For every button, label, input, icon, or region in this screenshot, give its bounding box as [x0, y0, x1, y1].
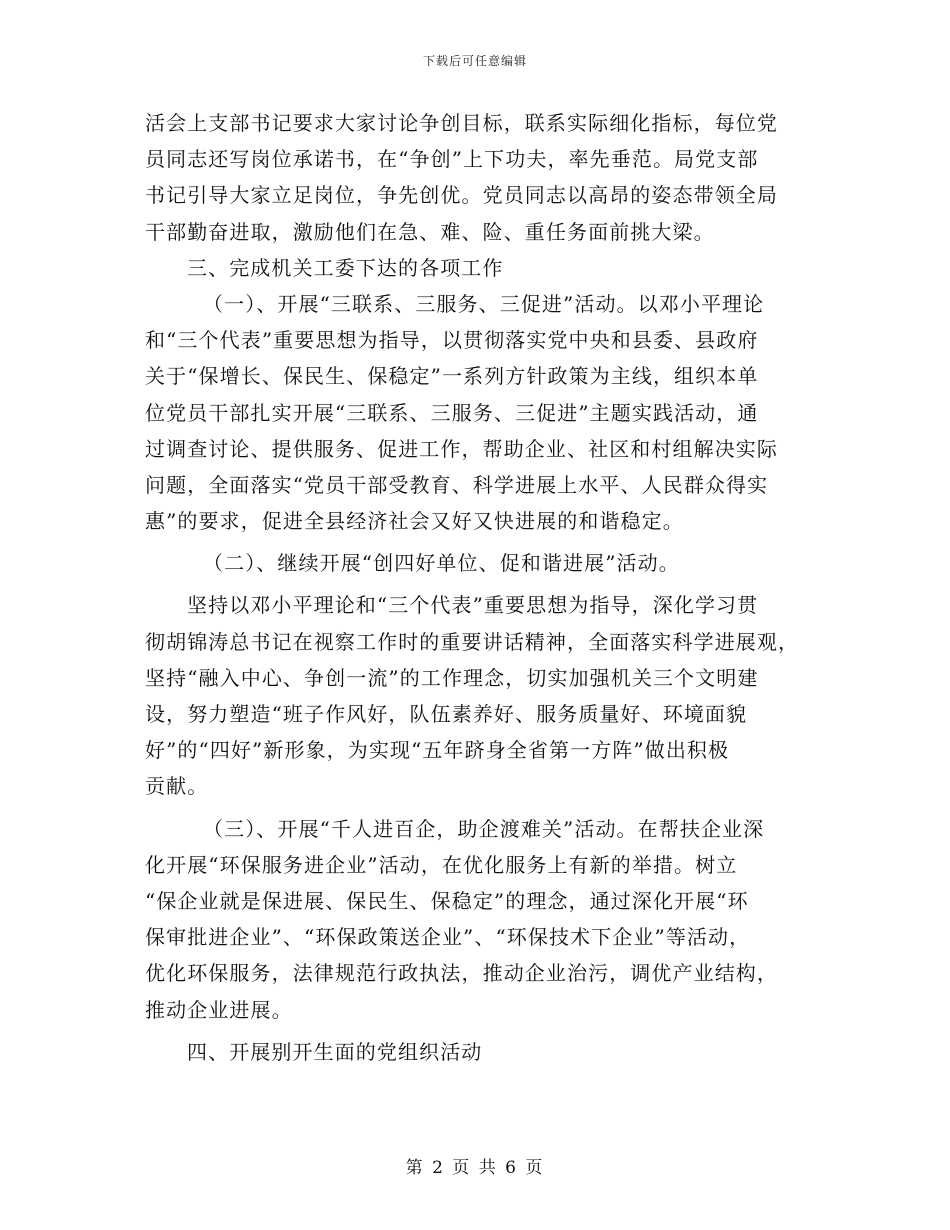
section-heading: 三、完成机关工委下达的各项工作: [187, 255, 504, 280]
subsection-heading: （二）、继续开展“创四好单位、促和谐进展”活动。: [203, 551, 680, 576]
paragraph-line: 保审批进企业”、“环保政策送企业”、“环保技术下企业”等活动，: [145, 925, 751, 950]
paragraph-line: 化开展“环保服务进企业”活动，在优化服务上有新的举措。树立: [145, 852, 738, 877]
paragraph-line: 书记引导大家立足岗位，争先创优。党员同志以高昂的姿态带领全局: [145, 183, 778, 208]
paragraph-line: 坚持以邓小平理论和“三个代表”重要思想为指导，深化学习贯: [187, 593, 759, 618]
paragraph-line: 活会上支部书记要求大家讨论争创目标，联系实际细化指标，每位党: [145, 111, 778, 135]
paragraph-line: 彻胡锦涛总书记在视察工作时的重要讲话精神，全面落实科学进展观，: [145, 629, 800, 654]
paragraph-line: 坚持“融入中心、争创一流”的工作理念，切实加强机关三个文明建: [145, 665, 759, 690]
paragraph-line: “保企业就是保进展、保民生、保稳定”的理念，通过深化开展“环: [145, 888, 749, 913]
paragraph-line: 问题，全面落实“党员干部受教育、科学进展上水平、人民群众得实: [145, 472, 769, 497]
paragraph-line: 优化环保服务，法律规范行政执法，推动企业治污，调优产业结构，: [145, 961, 778, 986]
paragraph-line: 位党员干部扎实开展“三联系、三服务、三促进”主题实践活动，通: [145, 400, 759, 425]
paragraph-line: 好”的“四好”新形象，为实现“五年跻身全省第一方阵”做出积极: [145, 738, 730, 763]
page-header-note: 下载后可任意编辑: [422, 54, 527, 68]
paragraph-line: （三）、开展“千人进百企，助企渡难关”活动。在帮扶企业深: [203, 816, 765, 841]
paragraph-line: 设，努力塑造“班子作风好，队伍素养好、服务质量好、环境面貌: [145, 702, 748, 726]
paragraph-line: 员同志还写岗位承诺书，在“争创”上下功夫，率先垂范。局党支部: [145, 147, 759, 172]
section-heading: 四、开展别开生面的党组织活动: [187, 1039, 483, 1064]
paragraph-line: 过调查讨论、提供服务、促进工作，帮助企业、社区和村组解决实际: [145, 436, 778, 461]
paragraph-line: 推动企业进展。: [145, 997, 293, 1022]
document-body: [145, 105, 810, 1070]
page-number-footer: 第 2 页 共 6 页: [405, 1158, 545, 1178]
paragraph-line: （一）、开展“三联系、三服务、三促进”活动。以邓小平理论: [203, 291, 765, 316]
paragraph-line: 干部勤奋进取，激励他们在急、难、险、重任务面前挑大梁。: [145, 219, 715, 244]
paragraph-line: 惠”的要求，促进全县经济社会又好又快进展的和谐稳定。: [145, 509, 684, 534]
paragraph-line: 和“三个代表”重要思想为指导，以贯彻落实党中央和县委、县政府: [145, 328, 759, 353]
paragraph-line: 关于“保增长、保民生、保稳定”一系列方针政策为主线，组织本单: [145, 364, 759, 389]
paragraph-line: 贡献。: [145, 774, 209, 799]
